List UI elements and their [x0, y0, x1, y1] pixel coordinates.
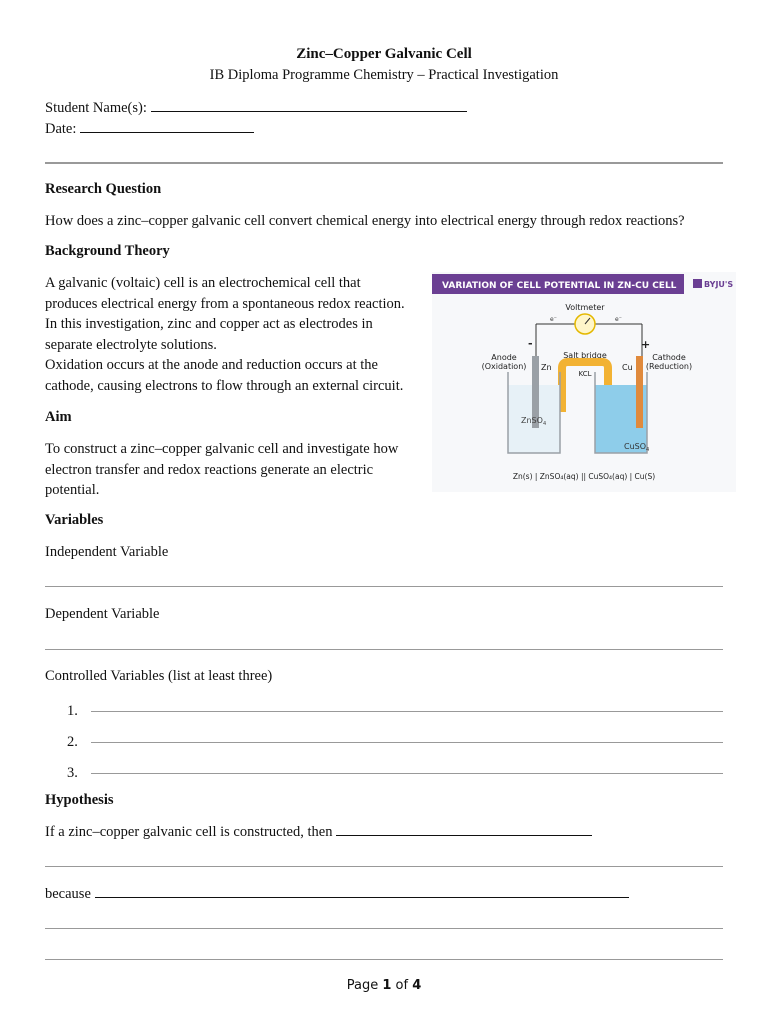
hypothesis-if-text: If a zinc–copper galvanic cell is constructed, then [45, 824, 333, 840]
cuso4-subscript: 4 [646, 447, 650, 453]
byjus-logo-text: BYJU'S [704, 280, 734, 289]
research-question-heading: Research Question [45, 181, 162, 197]
hypothesis-because-row [45, 883, 629, 905]
aim-line: To construct a zinc–copper galvanic cell and investigate how [45, 441, 399, 457]
znso4-text: ZnSO [521, 416, 543, 425]
page-title: Zinc–Copper Galvanic Cell [296, 46, 472, 62]
anode-label: Anode [491, 353, 517, 362]
salt-bridge-label: Salt bridge [563, 351, 607, 360]
electron-left-label: e⁻ [550, 316, 557, 323]
electron-right-label: e⁻ [615, 316, 622, 323]
kcl-label: KCL [578, 370, 592, 378]
byjus-logo-icon [693, 279, 702, 288]
znso4-subscript: 4 [542, 421, 547, 427]
aim-heading: Aim [45, 409, 72, 425]
galvanic-cell-diagram [432, 272, 736, 492]
cathode-sub-label: (Reduction) [645, 362, 693, 371]
variables-heading: Variables [45, 512, 104, 528]
cell-notation: Zn(s) | ZnSO₄(aq) || CuSO₄(aq) | Cu(S) [512, 472, 656, 481]
background-theory-text [45, 273, 430, 396]
voltmeter-label: Voltmeter [565, 303, 605, 312]
page-word: Page [346, 978, 379, 993]
background-line: A galvanic (voltaic) cell is an electrochemical cell that [45, 275, 361, 291]
page-subtitle: IB Diploma Programme Chemistry – Practical Investigation [209, 67, 559, 83]
hypothesis-then-field[interactable] [336, 821, 592, 836]
independent-variable-answer-line[interactable] [45, 586, 723, 587]
copper-electrode [636, 356, 643, 428]
controlled-variable-line-1[interactable] [91, 711, 723, 712]
background-line: produces electrical energy from a spontaneous redox reaction. [45, 295, 405, 312]
hypothesis-heading: Hypothesis [45, 792, 114, 808]
negative-terminal-sign: - [528, 337, 533, 350]
student-name-label: Student Name(s): [45, 100, 147, 116]
background-line: cathode, causing electrons to flow through an external circuit. [45, 377, 404, 394]
hypothesis-answer-line-1[interactable] [45, 866, 723, 867]
date-label: Date: [45, 121, 77, 137]
aim-line: electron transfer and redox reactions generate an electric [45, 461, 374, 478]
hypothesis-if-row [45, 821, 592, 843]
independent-variable-label: Independent Variable [45, 544, 169, 560]
controlled-variable-line-2[interactable] [91, 742, 723, 743]
copper-label: Cu [622, 363, 633, 372]
hypothesis-because-text: because [45, 886, 91, 902]
positive-terminal-sign: + [641, 338, 651, 351]
page-number: 1 [382, 978, 392, 993]
hypothesis-answer-line-3[interactable] [45, 959, 723, 960]
dependent-variable-label: Dependent Variable [45, 606, 160, 622]
aim-text [45, 439, 430, 501]
student-name-row [45, 97, 467, 119]
hypothesis-because-field[interactable] [95, 883, 629, 898]
background-theory-heading: Background Theory [45, 243, 170, 259]
date-field[interactable] [80, 118, 254, 133]
controlled-variables-label: Controlled Variables (list at least three) [45, 668, 273, 684]
diagram-banner-text: VARIATION OF CELL POTENTIAL IN ZN-CU CELL [442, 281, 677, 291]
dependent-variable-answer-line[interactable] [45, 649, 723, 650]
background-line: separate electrolyte solutions. [45, 336, 217, 353]
background-line: Oxidation occurs at the anode and reduction occurs at the [45, 357, 378, 373]
student-name-field[interactable] [151, 97, 467, 112]
page-total: 4 [412, 978, 422, 993]
cuso4-text: CuSO [624, 442, 647, 451]
zinc-label: Zn [541, 363, 552, 372]
research-question-text: How does a zinc–copper galvanic cell convert chemical energy into electrical energy through redox reactions? [45, 213, 685, 229]
date-row [45, 118, 254, 140]
controlled-number-3: 3. [67, 765, 78, 781]
background-line: In this investigation, zinc and copper act as electrodes in [45, 316, 373, 332]
anode-sub-label: (Oxidation) [481, 362, 527, 371]
of-word: of [395, 978, 409, 993]
page-footer [0, 978, 768, 993]
controlled-variable-line-3[interactable] [91, 773, 723, 774]
hypothesis-answer-line-2[interactable] [45, 928, 723, 929]
header-divider [45, 162, 723, 164]
cathode-label: Cathode [652, 353, 686, 362]
controlled-number-2: 2. [67, 734, 78, 750]
controlled-number-1: 1. [67, 703, 78, 719]
aim-line: potential. [45, 482, 100, 498]
